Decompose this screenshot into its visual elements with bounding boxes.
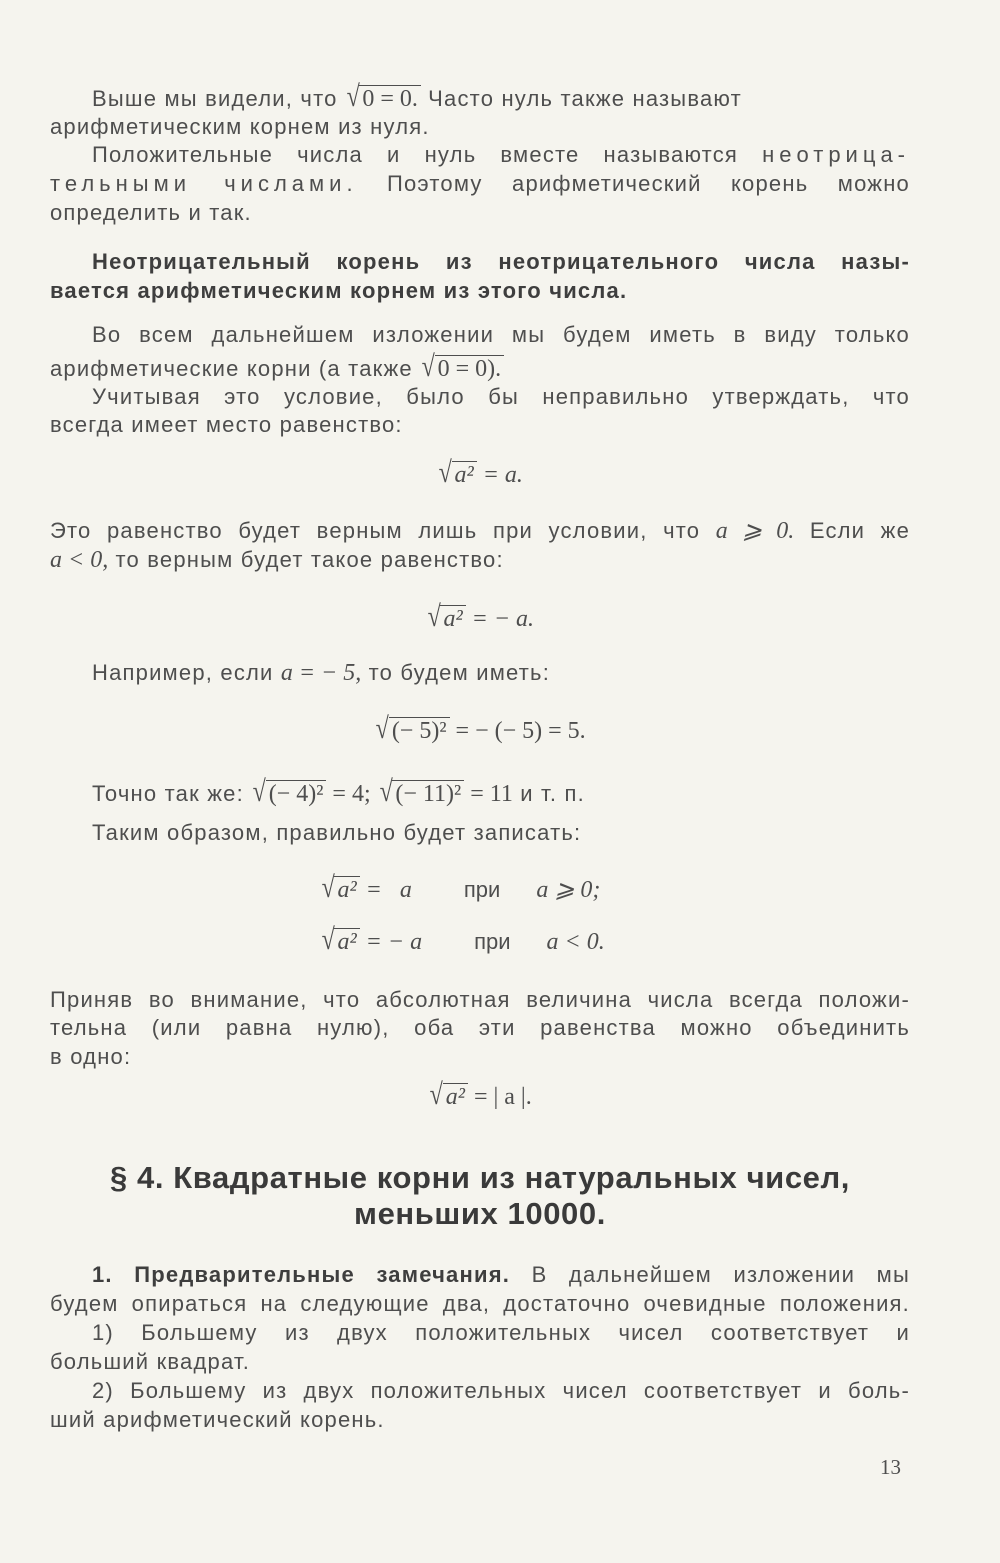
text-line [92,777,910,809]
formula-rhs: = a. [482,462,523,488]
definition-line: вается арифметическим корнем из этого числа. [50,278,628,303]
formula-rhs: = − a. [471,606,535,632]
formula-line: √ a² = a. [438,456,523,489]
formula-rhs: = − a [365,929,423,955]
text: арифметические корни (а также [50,356,413,381]
formula-condition: a < 0. [546,929,605,955]
text: то верным будет такое равенство: [115,547,504,572]
formula-condition: a ⩾ 0; [536,877,601,903]
formula-rhs: = − (− 5) = 5. [455,718,586,744]
formula: a ⩾ 0. [715,518,795,544]
text-line [92,82,910,114]
formula-text: при [463,877,501,902]
formula: √ 0 = 0. [345,86,421,112]
text-line [50,545,910,575]
text-line [50,516,910,546]
text-line: тельна (или равна нулю), оба эти равенства можно объединить [50,1015,910,1040]
formula-line: √ (− 5)² = − (− 5) = 5. [375,712,586,745]
formula: a < 0, [50,547,109,573]
text-line [92,658,910,688]
text: В дальнейшем изложении мы [531,1262,910,1287]
section-title: § 4. Квадратные корни из натуральных чисел, [109,1160,851,1195]
formula: a = − 5, [280,660,362,686]
formula: √ (− 4)² = 4; [252,775,371,808]
formula-text: при [474,929,511,954]
text: и т. п. [520,781,585,806]
subsection-label: 1. Предварительные замечания. [92,1262,511,1287]
text: Это равенство будет верным лишь при условии, что [50,518,701,543]
text-line [92,1260,910,1290]
text: то будем иметь: [368,660,551,685]
formula-line: √ a² = a при a ⩾ 0; [321,871,601,904]
text-line: ший арифметический корень. [50,1407,385,1432]
text-line: определить и так. [50,200,252,225]
text-line: в одно: [50,1044,132,1069]
emphasis-text: тельными числами. [50,171,358,196]
definition-line: Неотрицательный корень из неотрицательного числа назы- [92,249,910,274]
text-line: будем опираться на следующие два, достаточно очевидные положения. [50,1291,910,1316]
text: Поэтому арифметический корень можно [386,171,910,196]
formula-line: √ a² = − a при a < 0. [321,923,605,956]
text-line: 1) Большему из двух положительных чисел соответствует и [92,1320,910,1345]
text-line: Таким образом, правильно будет записать: [92,820,582,845]
text-line [50,169,910,199]
text-line: 2) Большему из двух положительных чисел соответствует и боль- [92,1378,910,1403]
formula-line: √ a² = | a |. [429,1078,532,1111]
formula: √ (− 11)² = 11 [379,775,513,808]
formula-rhs: = | a |. [473,1084,532,1110]
formula-rhs: = a [365,877,412,903]
text-line: Учитывая это условие, было бы неправильно утверждать, что [92,384,910,409]
formula-line: √ a² = − a. [427,600,535,633]
text-line [92,140,910,170]
page-number: 13 [880,1455,901,1479]
text-line [50,352,910,384]
formula: √ 0 = 0). [420,356,504,382]
text: Часто нуль также называют [428,86,742,111]
text-line: Во всем дальнейшем изложении мы будем иметь в виду только [92,322,910,347]
text-line: всегда имеет место равенство: [50,412,403,437]
text-line: Приняв во внимание, что абсолютная величина числа всегда положи- [50,987,910,1012]
emphasis-text: неотрица- [762,142,911,167]
text: Точно так же: [92,781,244,806]
text: Положительные числа и нуль вместе называются [92,142,739,167]
text-line: арифметическим корнем из нуля. [50,114,430,139]
text: Если же [809,518,911,543]
text-line: больший квадрат. [50,1349,251,1374]
text: Например, если [92,660,274,685]
section-title: меньших 10000. [354,1196,606,1231]
text: Выше мы видели, что [92,86,338,111]
